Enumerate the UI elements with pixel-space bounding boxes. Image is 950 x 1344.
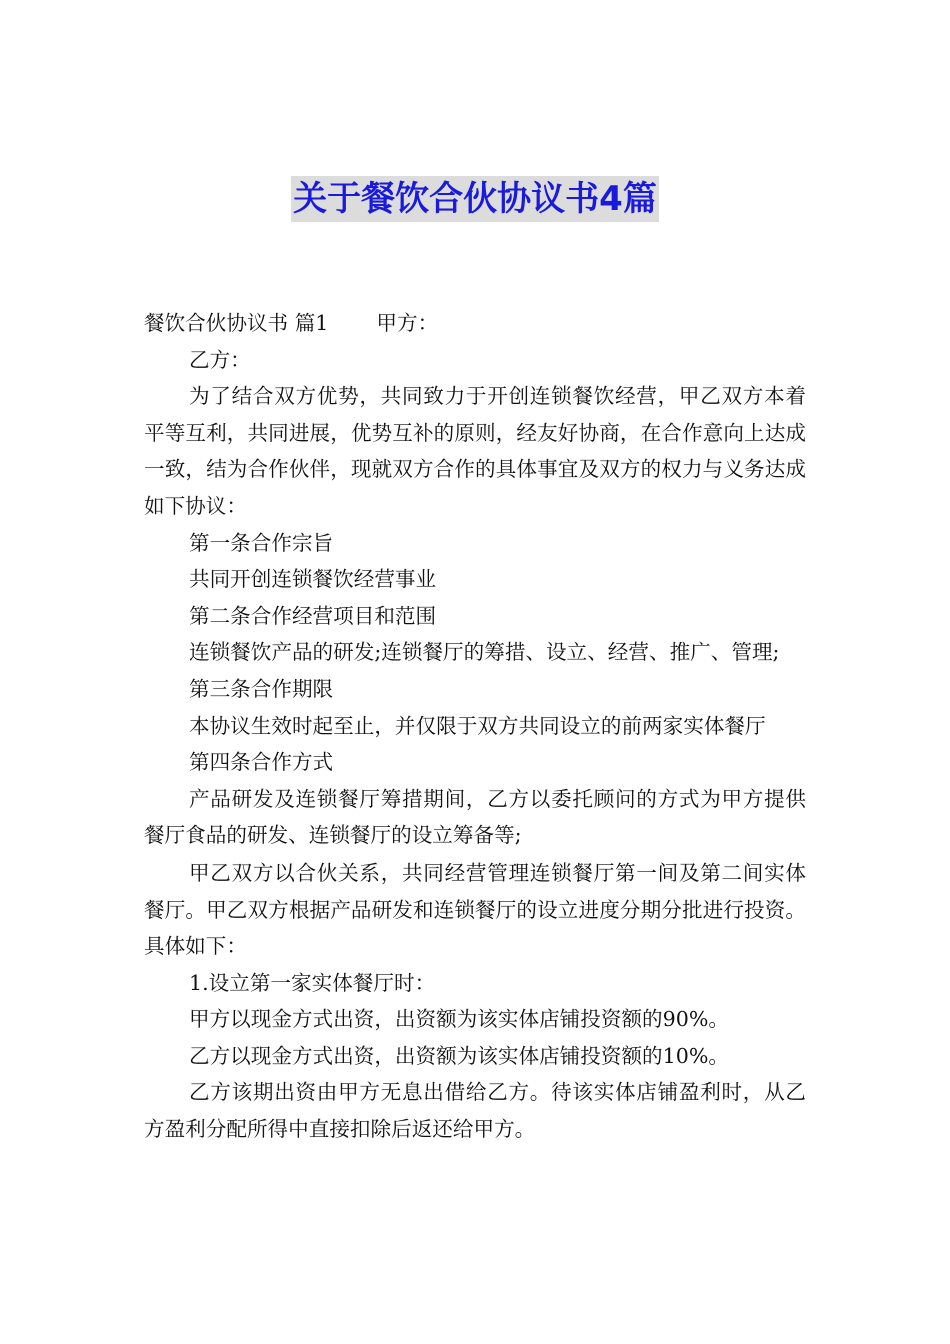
document-title: 关于餐饮合伙协议书4篇 — [291, 176, 659, 222]
paragraph: 甲方以现金方式出资，出资额为该实体店铺投资额的90%。 — [189, 1007, 730, 1032]
article-heading: 第三条合作期限 — [189, 676, 334, 701]
paragraph: 乙方该期出资由甲方无息出借给乙方。待该实体店铺盈利时，从乙方盈利分配所得中直接扣除后返还给甲方。 — [144, 1080, 806, 1142]
paragraph: 本协议生效时起至止，并仅限于双方共同设立的前两家实体餐厅 — [189, 713, 766, 738]
paragraph: 乙方以现金方式出资，出资额为该实体店铺投资额的10%。 — [189, 1043, 730, 1068]
article-heading: 第二条合作经营项目和范围 — [189, 603, 437, 628]
document-body — [144, 305, 806, 1148]
paragraph: 乙方： — [189, 347, 251, 372]
paragraph: 为了结合双方优势，共同致力于开创连锁餐饮经营，甲乙双方本着平等互利，共同进展，优势互补的原则，经友好协商，在合作意向上达成一致，结为合作伙伴，现就双方合作的具体事宜及双方的权力与义务达成如下协议： — [144, 384, 806, 518]
paragraph: 甲乙双方以合伙关系，共同经营管理连锁餐厅第一间及第二间实体餐厅。甲乙双方根据产品研发和连锁餐厅的设立进度分期分批进行投资。具体如下： — [144, 860, 806, 959]
paragraph: 产品研发及连锁餐厅筹措期间，乙方以委托顾问的方式为甲方提供餐厅食品的研发、连锁餐厅的设立筹备等; — [144, 786, 806, 848]
party-a-label: 甲方： — [376, 311, 439, 335]
paragraph: 共同开创连锁餐饮经营事业 — [189, 567, 437, 592]
article-heading: 第一条合作宗旨 — [189, 530, 334, 555]
article-heading: 第四条合作方式 — [189, 750, 334, 775]
paragraph: 连锁餐饮产品的研发;连锁餐厅的筹措、设立、经营、推广、管理; — [189, 640, 780, 665]
section-heading: 餐饮合伙协议书 篇1 — [144, 311, 329, 335]
section-heading-line — [144, 305, 806, 342]
list-item: 1.设立第一家实体餐厅时： — [189, 970, 436, 995]
title-container — [0, 176, 950, 222]
